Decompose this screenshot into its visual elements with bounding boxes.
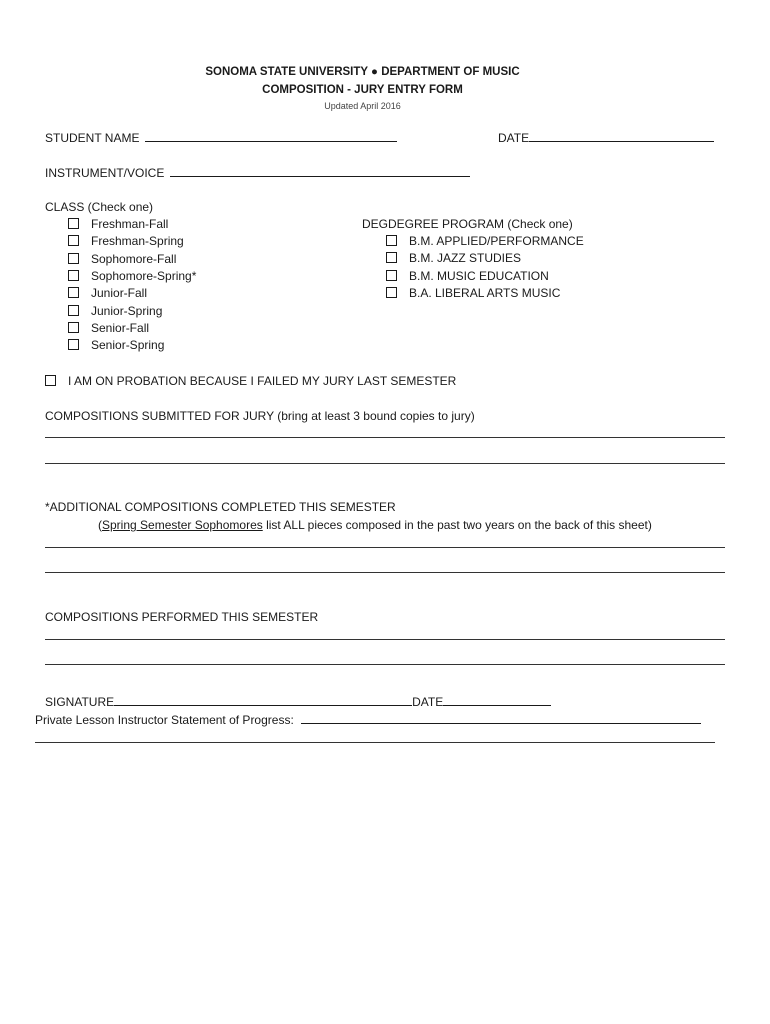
degree-option-label: B.A. LIBERAL ARTS MUSIC [409, 285, 561, 300]
compositions-submitted-label: COMPOSITIONS SUBMITTED FOR JURY (bring at least 3 bound copies to jury) [45, 409, 475, 423]
class-option-label: Freshman-Fall [91, 217, 169, 231]
instructor-label: Private Lesson Instructor Statement of Progress: [35, 713, 294, 727]
additional-note-underlined: Spring Semester Sophomores [102, 518, 263, 532]
probation-row [45, 374, 456, 388]
class-checkbox[interactable] [68, 287, 79, 298]
class-option [68, 304, 162, 318]
class-option [68, 338, 164, 352]
date-row [498, 130, 714, 145]
header-form-title: COMPOSITION - JURY ENTRY FORM [262, 84, 463, 96]
class-option [68, 321, 149, 335]
additional-note-open: ( [98, 518, 102, 532]
degree-checkbox[interactable] [386, 270, 397, 281]
additional-compositions-label: *ADDITIONAL COMPOSITIONS COMPLETED THIS SEMESTER [45, 500, 396, 514]
additional-line-1[interactable] [45, 547, 725, 548]
instructor-row [35, 712, 701, 727]
student-name-field[interactable] [145, 130, 397, 142]
degree-option [386, 234, 584, 248]
class-option [68, 269, 196, 283]
compositions-submitted-line-1[interactable] [45, 437, 725, 438]
class-option-label: Junior-Spring [91, 303, 163, 318]
class-checkbox[interactable] [68, 322, 79, 333]
degree-checkbox[interactable] [386, 235, 397, 246]
class-option [68, 217, 168, 231]
class-option-label: Sophomore-Spring* [91, 268, 197, 283]
probation-label: I AM ON PROBATION BECAUSE I FAILED MY JURY LAST SEMESTER [68, 374, 457, 388]
class-section-label: CLASS (Check one) [45, 200, 154, 214]
degree-option [386, 251, 521, 265]
signature-label: SIGNATURE [45, 695, 115, 709]
class-checkbox[interactable] [68, 235, 79, 246]
compositions-submitted-line-2[interactable] [45, 463, 725, 464]
header-updated: Updated April 2016 [324, 101, 401, 111]
signature-field[interactable] [114, 694, 412, 706]
class-checkbox[interactable] [68, 253, 79, 264]
class-checkbox[interactable] [68, 270, 79, 281]
degree-checkbox[interactable] [386, 252, 397, 263]
header-university: SONOMA STATE UNIVERSITY ● DEPARTMENT OF MUSIC [205, 66, 520, 78]
instrument-row [45, 165, 470, 180]
degree-option [386, 286, 560, 300]
probation-checkbox[interactable] [45, 375, 56, 386]
degree-checkbox[interactable] [386, 287, 397, 298]
degree-option-label: B.M. MUSIC EDUCATION [409, 268, 549, 283]
class-option-label: Sophomore-Fall [91, 251, 177, 266]
additional-note [98, 518, 652, 532]
degree-section-label: DEGDEGREE PROGRAM (Check one) [362, 217, 573, 231]
instrument-field[interactable] [170, 165, 470, 177]
class-option-label: Senior-Spring [91, 338, 165, 353]
performed-line-2[interactable] [45, 664, 725, 665]
class-option [68, 234, 184, 248]
instructor-field[interactable] [301, 712, 701, 724]
degree-option-label: B.M. JAZZ STUDIES [409, 251, 522, 266]
instructor-line-2[interactable] [35, 742, 715, 743]
class-checkbox[interactable] [68, 218, 79, 229]
performed-label: COMPOSITIONS PERFORMED THIS SEMESTER [45, 610, 319, 624]
date-label: DATE [498, 131, 530, 145]
performed-line-1[interactable] [45, 639, 725, 640]
student-name-label: STUDENT NAME [45, 131, 140, 145]
class-option-label: Freshman-Spring [91, 234, 184, 249]
class-option-label: Senior-Fall [91, 320, 150, 335]
class-option-label: Junior-Fall [91, 286, 148, 301]
date-field[interactable] [529, 130, 714, 142]
class-option [68, 252, 176, 266]
signature-date-label: DATE [412, 695, 444, 709]
class-checkbox[interactable] [68, 305, 79, 316]
additional-note-rest: list ALL pieces composed in the past two years on the back of this sheet) [262, 518, 652, 532]
degree-option-label: B.M. APPLIED/PERFORMANCE [409, 234, 584, 248]
class-checkbox[interactable] [68, 339, 79, 350]
additional-line-2[interactable] [45, 572, 725, 573]
instrument-label: INSTRUMENT/VOICE [45, 166, 165, 180]
degree-option [386, 269, 549, 283]
class-option [68, 286, 147, 300]
signature-row [45, 694, 551, 709]
signature-date-field[interactable] [443, 694, 551, 706]
student-name-row [45, 130, 397, 145]
